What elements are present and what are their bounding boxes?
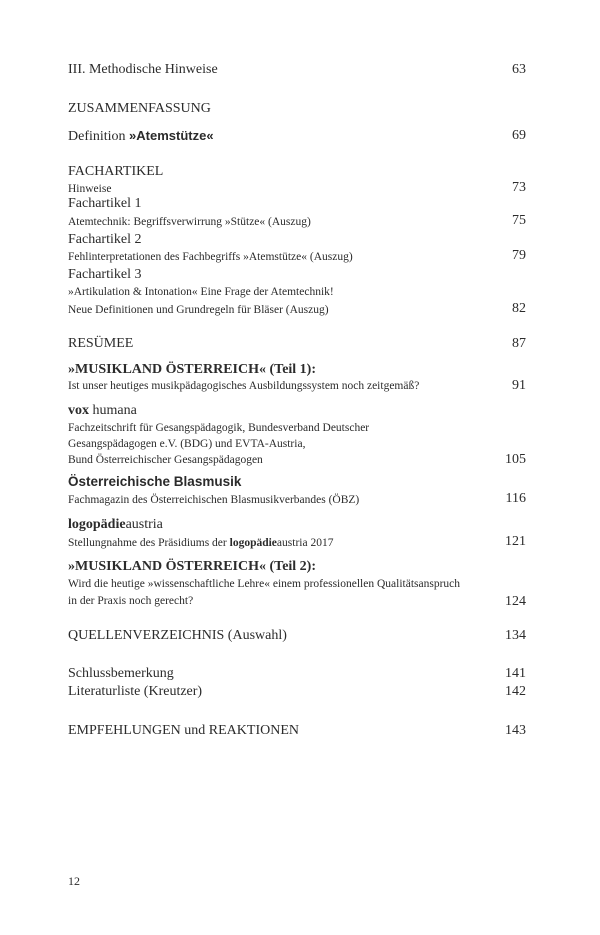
toc-entry-subtitle [68, 537, 333, 549]
toc-page-number: 87 [512, 336, 526, 351]
toc-page-number: 75 [512, 213, 526, 228]
toc-entry-subtitle: Gesangspädagogen e.V. (BDG) und EVTA-Austria, [68, 438, 306, 450]
toc-entry-subtitle: »Artikulation & Intonation« Eine Frage der Atemtechnik! [68, 286, 334, 298]
toc-page-number: 69 [512, 128, 526, 143]
toc-entry-title: Literaturliste (Kreutzer) [68, 684, 203, 699]
table-of-contents [68, 0, 526, 935]
toc-entry-title-rest: austria [125, 517, 163, 532]
toc-entry-prefix: Definition [68, 129, 130, 144]
toc-page-number: 91 [512, 378, 526, 393]
toc-page-number: 142 [505, 684, 526, 699]
toc-entry-title: »MUSIKLAND ÖSTERREICH« (Teil 1): [68, 362, 317, 377]
toc-section-title: RESÜMEE [68, 336, 134, 351]
toc-page-number: 73 [512, 180, 526, 195]
toc-page-number: 63 [512, 62, 526, 77]
toc-entry-title: Schlussbemerkung [68, 666, 174, 681]
toc-section-title: ZUSAMMENFASSUNG [68, 101, 211, 116]
page-number-footer: 12 [68, 874, 80, 888]
toc-entry-subtitle: Fehlinterpretationen des Fachbegriffs »Atemstütze« (Auszug) [68, 251, 353, 263]
toc-page-number: 121 [505, 534, 526, 549]
toc-section-title: EMPFEHLUNGEN und REAKTIONEN [68, 723, 299, 738]
toc-entry-subtitle: Atemtechnik: Begriffsverwirrung »Stütze« (Auszug) [68, 216, 311, 228]
toc-entry-subtitle: Wird die heutige »wissenschaftliche Lehre« einem professionellen Qualitätsanspruch [68, 578, 461, 590]
toc-entry-heading: Fachartikel 3 [68, 267, 142, 282]
toc-entry-bold-term: »Atemstütze« [129, 128, 214, 143]
toc-entry-subtitle-prefix: Stellungnahme des Präsidiums der [68, 537, 230, 549]
toc-entry-subtitle: Bund Österreichischer Gesangspädagogen [68, 454, 263, 466]
toc-entry-title-rest: humana [89, 403, 137, 418]
toc-entry-title: III. Methodische Hinweise [68, 62, 218, 77]
toc-entry-heading: Fachartikel 2 [68, 232, 142, 247]
toc-entry-subtitle-rest: austria 2017 [276, 537, 334, 549]
toc-entry-title: Österreichische Blasmusik [68, 474, 242, 489]
toc-page-number: 124 [505, 594, 526, 609]
toc-entry-subtitle: in der Praxis noch gerecht? [68, 595, 194, 607]
toc-page-number: 134 [505, 628, 526, 643]
toc-entry-subtitle: Neue Definitionen und Grundregeln für Bläser (Auszug) [68, 304, 329, 316]
toc-page-number: 105 [505, 452, 526, 467]
toc-entry-title: Hinweise [68, 183, 112, 195]
toc-entry-subtitle: Fachzeitschrift für Gesangspädagogik, Bundesverband Deutscher [68, 422, 370, 434]
toc-entry-bold-term: logopädie [68, 517, 126, 532]
toc-entry-heading: Fachartikel 1 [68, 196, 142, 211]
toc-page-number: 79 [512, 248, 526, 263]
toc-page-number: 116 [505, 491, 526, 506]
toc-page-number: 143 [505, 723, 526, 738]
toc-entry-title: »MUSIKLAND ÖSTERREICH« (Teil 2): [68, 559, 317, 574]
toc-entry-bold-term: logopädie [229, 537, 277, 549]
toc-entry-title [68, 128, 214, 145]
toc-entry-bold-term: vox [68, 403, 89, 418]
toc-section-title: FACHARTIKEL [68, 164, 164, 179]
toc-section-title: QUELLENVERZEICHNIS (Auswahl) [68, 628, 287, 643]
toc-page-number: 82 [512, 301, 526, 316]
toc-entry-subtitle: Ist unser heutiges musikpädagogisches Ausbildungssystem noch zeitgemäß? [68, 380, 420, 392]
toc-page-number: 141 [505, 666, 526, 681]
toc-entry-title [68, 517, 163, 533]
toc-entry-subtitle: Fachmagazin des Österreichischen Blasmusikverbandes (ÖBZ) [68, 494, 360, 506]
toc-entry-title [68, 403, 137, 419]
